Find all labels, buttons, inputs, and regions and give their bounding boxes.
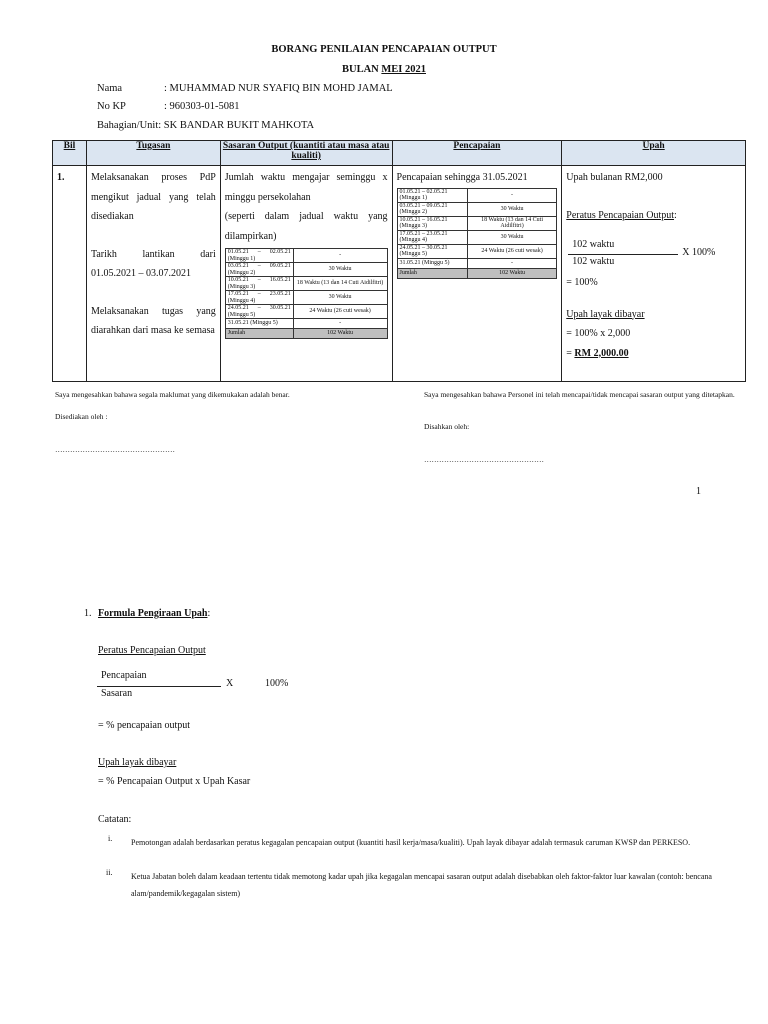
assessment-table [52, 140, 746, 382]
formula-numerator: Pencapaian [101, 670, 147, 681]
prepared-by-signature-line: ………………………………………… [55, 445, 175, 454]
sasaran-cell [220, 166, 392, 382]
notes-title: Catatan: [98, 814, 132, 825]
kp-label: No KP [97, 101, 126, 112]
tugasan-date: Tarikh lantikan dari 01.05.2021 – 03.07.2021 [90, 248, 216, 279]
table-row: 17.05.21 – 23.05.21 (Minggu 4) 30 Waktu [397, 230, 557, 244]
note-number: ii. [106, 868, 113, 877]
upah-bulanan: Upah bulanan RM2,000 [566, 172, 663, 183]
header-upah: Upah [562, 141, 746, 166]
sasaran-text: Jumlah waktu mengajar seminggu x minggu persekolahan [224, 172, 388, 203]
header-pencapaian: Pencapaian [392, 141, 562, 166]
pencapaian-text: Pencapaian sehingga 31.05.2021 [396, 172, 528, 183]
table-row: 31.05.21 (Minggu 5) - [397, 258, 557, 268]
note-number: i. [108, 834, 113, 843]
right-statement: Saya mengesahkan bahawa Personel ini telah mencapai/tidak mencapai sasaran output yang ditetapkan. [424, 390, 735, 399]
total-row: Jumlah 102 Waktu [397, 268, 557, 278]
formula-line2: = % Pencapaian Output x Upah Kasar [98, 776, 251, 787]
form-title: BORANG PENILAIAN PENCAPAIAN OUTPUT [271, 44, 497, 55]
table-row: 01.05.21 – 02.05.21 (Minggu 1) - [397, 188, 557, 202]
table-row: 24.05.21 – 30.05.21 (Minggu 5) 24 Waktu (26 cuti wesak) [397, 244, 557, 258]
note-text: Pemotongan adalah berdasarkan peratus kegagalan pencapaian output (kuantiti hasil kerja/masa/kualiti). Upah layak dibayar adalah termasuk caruman KWSP dan PERKESO. [131, 838, 691, 847]
header-tugasan: Tugasan [86, 141, 220, 166]
table-row: 10.05.21 – 16.05.21 (Minggu 3) 18 Waktu (13 dan 14 Cuti Aidilfitri) [225, 277, 387, 291]
pencapaian-week-table [397, 188, 558, 279]
upah-layak-label: Upah layak dibayar [566, 308, 645, 320]
peratus-heading: Peratus Pencapaian Output: [566, 209, 677, 221]
month-value: MEI 2021 [381, 64, 426, 75]
page-number: 1 [696, 486, 701, 497]
table-row: 10.05.21 – 16.05.21 (Minggu 3) 18 Waktu (13 dan 14 Cuti Aidilfitri) [397, 216, 557, 230]
formula-sub1: Peratus Pencapaian Output [98, 645, 206, 656]
upah-final: = RM 2,000.00 [566, 347, 629, 359]
table-row: 24.05.21 – 30.05.21 (Minggu 5) 24 Waktu (26 cuti wesak) [225, 305, 387, 319]
formula-denominator: Sasaran [101, 688, 133, 699]
verified-by-signature-line: ………………………………………… [424, 455, 544, 464]
total-row: Jumlah 102 Waktu [225, 329, 387, 339]
table-row: 03.05.21 – 09.05.21 (Minggu 2) 30 Waktu [225, 263, 387, 277]
header-sasaran: Sasaran Output (kuantiti atau masa atau kualiti) [220, 141, 392, 166]
month-prefix: BULAN [341, 64, 379, 75]
tugasan-cell [86, 166, 220, 382]
name-label: Nama [97, 83, 123, 94]
unit-line: Bahagian/Unit: SK BANDAR BUKIT MAHKOTA [97, 120, 315, 131]
tugasan-task: Melaksanakan proses PdP mengikut jadual yang telah disediakan [90, 172, 216, 222]
pencapaian-cell [392, 166, 562, 382]
table-row: 31.05.21 (Minggu 5) - [225, 319, 387, 329]
sasaran-week-table [225, 248, 388, 339]
result-percent: = 100% [566, 277, 598, 288]
sasaran-note: (seperti dalam jadual waktu yang dilampirkan) [224, 211, 388, 242]
header-bil: Bil [53, 141, 87, 166]
table-row: 01.05.21 – 02.05.21 (Minggu 1) - [225, 249, 387, 263]
prepared-by-label: Disediakan oleh : [55, 412, 108, 421]
upah-fraction [566, 235, 741, 273]
table-row: 03.05.21 – 09.05.21 (Minggu 2) 30 Waktu [397, 202, 557, 216]
note-text: Ketua Jabatan boleh dalam keadaan tertentu tidak memotong kadar upah jika kegagalan mencapai sasaran output adalah disebabkan oleh faktor-faktor luar kawalan (contoh: bencana alam/pandemik/kegagalan sistem) [131, 872, 712, 898]
formula-percent: 100% [265, 678, 289, 689]
left-statement: Saya mengesahkan bahawa segala maklumat yang dikemukakan adalah benar. [55, 390, 290, 399]
fraction-denominator: 102 waktu [572, 256, 615, 267]
kp-value: : 960303-01-5081 [164, 101, 240, 112]
formula-number: 1. [84, 608, 92, 619]
tugasan-extra: Melaksanakan tugas yang diarahkan dari masa ke semasa [90, 305, 216, 336]
fraction-numerator: 102 waktu [572, 239, 615, 250]
formula-fraction-bar [97, 686, 221, 687]
fraction-multiplier: X 100% [682, 247, 716, 258]
formula-heading: Formula Pengiraan Upah: [98, 608, 211, 619]
name-value: : MUHAMMAD NUR SYAFIQ BIN MOHD JAMAL [164, 83, 393, 94]
verified-by-label: Disahkan oleh: [424, 422, 470, 431]
upah-calc: = 100% x 2,000 [566, 328, 631, 339]
formula-x: X [226, 678, 234, 689]
formula-line1: = % pencapaian output [98, 720, 190, 731]
table-row: 17.05.21 – 23.05.21 (Minggu 4) 30 Waktu [225, 291, 387, 305]
upah-cell [562, 166, 746, 382]
row-number: 1. [53, 166, 87, 382]
form-month [0, 64, 768, 75]
formula-sub2: Upah layak dibayar [98, 757, 177, 768]
